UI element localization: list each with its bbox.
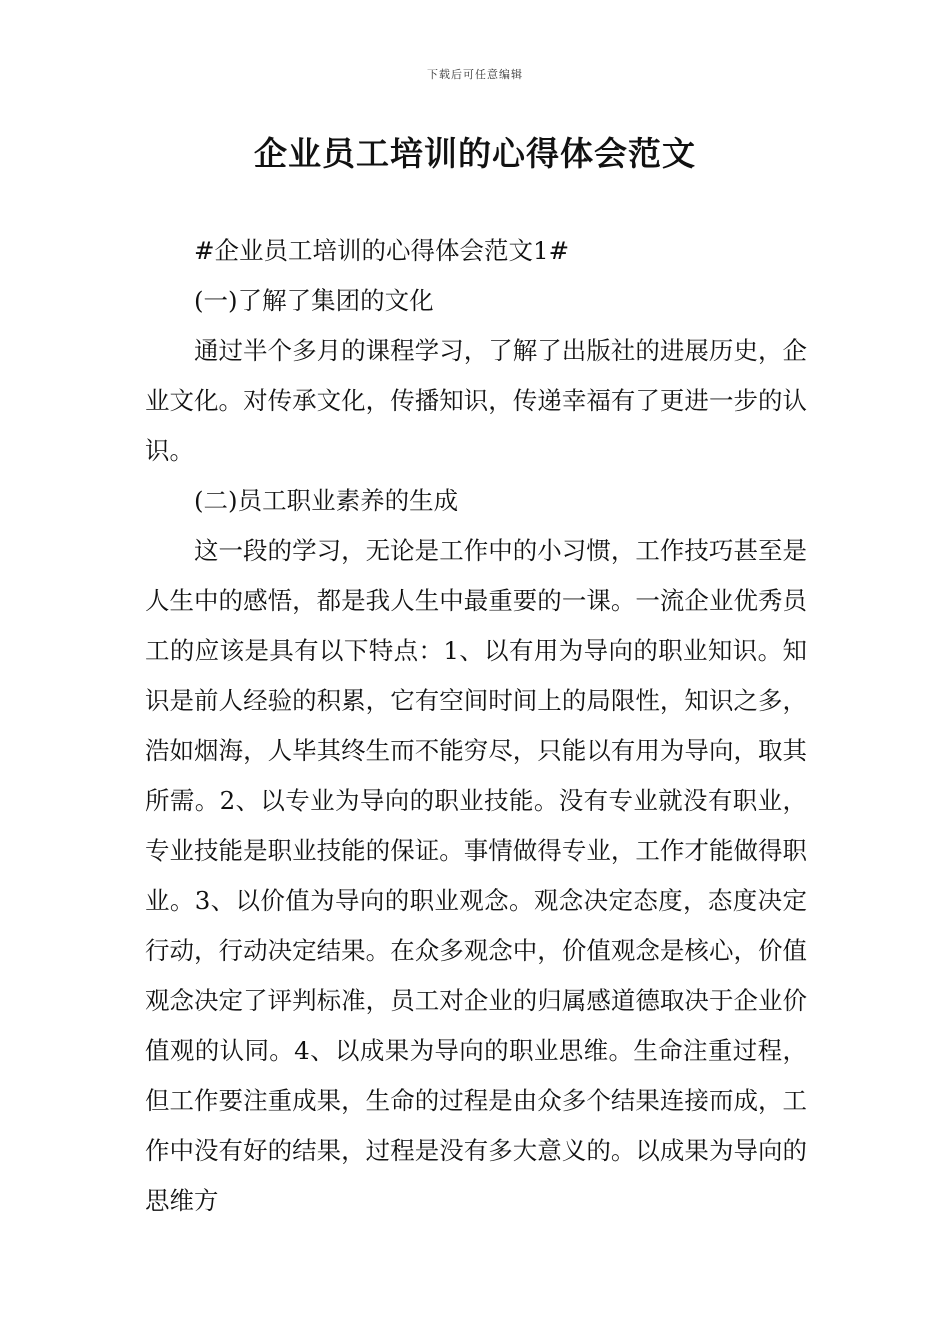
body-paragraph: 这一段的学习，无论是工作中的小习惯，工作技巧甚至是人生中的感悟，都是我人生中最重要的一课。一流企业优秀员工的应该是具有以下特点：1、以有用为导向的职业知识。知识是前人经验的积累，它有空间时间上的局限性，知识之多，浩如烟海，人毕其终生而不能穷尽，只能以有用为导向，取其所需。2、以专业为导向的职业技能。没有专业就没有职业，专业技能是职业技能的保证。事情做得专业，工作才能做得职业。3、以价值为导向的职业观念。观念决定态度，态度决定行动，行动决定结果。在众多观念中，价值观念是核心，价值观念决定了评判标准，员工对企业的归属感道德取决于企业价值观的认同。4、以成果为导向的职业思维。生命注重过程，但工作要注重成果，生命的过程是由众多个结果连接而成，工作中没有好的结果，过程是没有多大意义的。以成果为导向的思维方 (145, 536, 807, 1215)
body-paragraph: 通过半个多月的课程学习，了解了出版社的进展历史，企业文化。对传承文化，传播知识，传递幸福有了更进一步的认识。 (145, 336, 807, 465)
document-title: 企业员工培训的心得体会范文 (254, 134, 696, 173)
document-body (145, 226, 807, 1226)
section-heading: #企业员工培训的心得体会范文1# (194, 236, 570, 265)
subsection-heading: (二)员工职业素养的生成 (194, 486, 459, 515)
header-note: 下载后可任意编辑 (427, 68, 523, 81)
subsection-heading: (一)了解了集团的文化 (194, 286, 434, 315)
